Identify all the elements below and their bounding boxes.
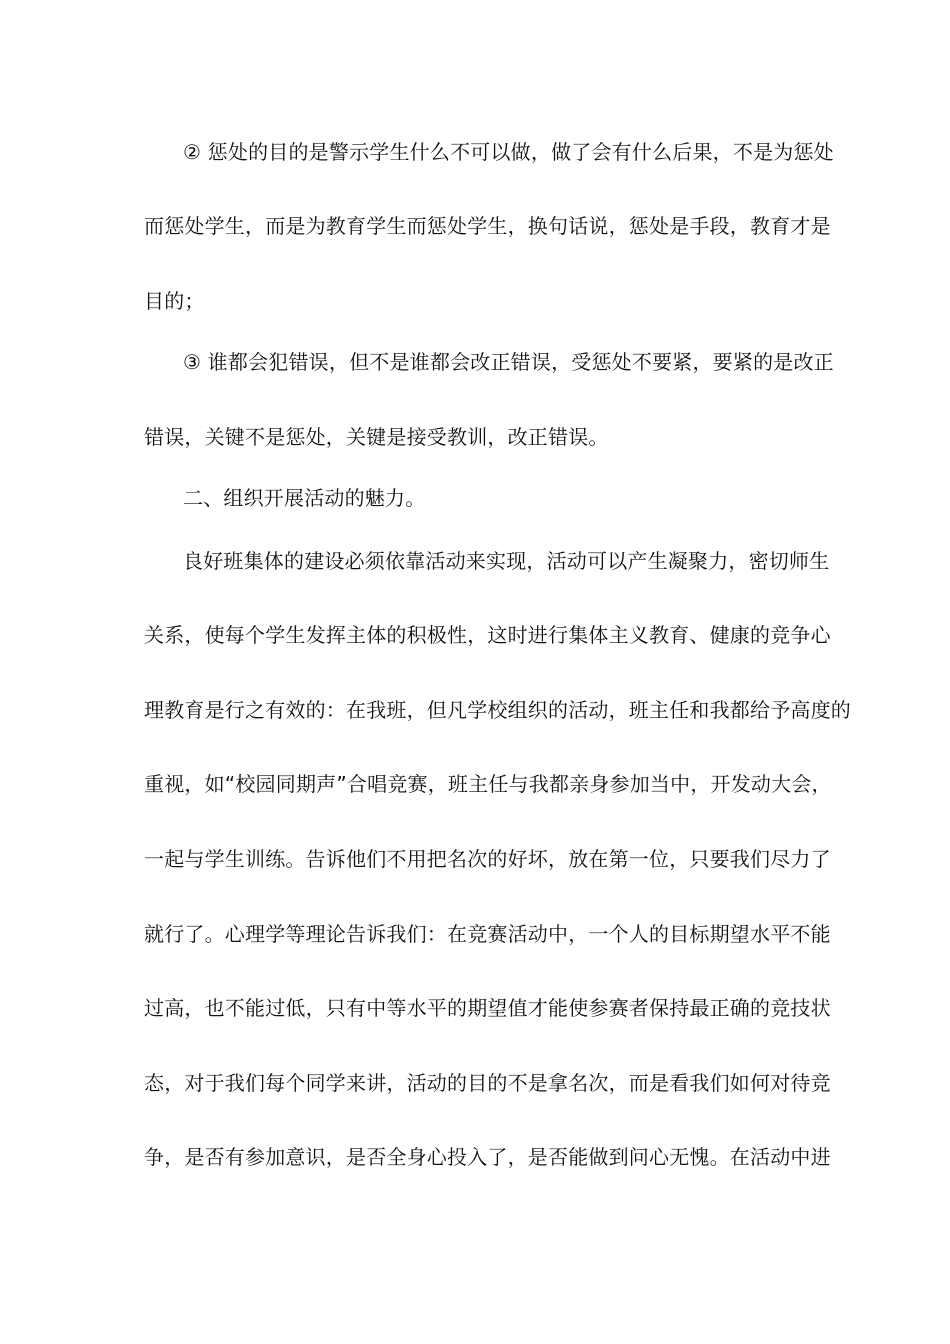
body-paragraph-line-5: 一起与学生训练。告诉他们不用把名次的好坏，放在第一位，只要我们尽力了	[144, 847, 831, 871]
body-paragraph-line-8: 态，对于我们每个同学来讲，活动的目的不是拿名次，而是看我们如何对待竞	[144, 1071, 831, 1095]
body-paragraph-line-3: 理教育是行之有效的：在我班，但凡学校组织的活动，班主任和我都给予高度的	[144, 698, 851, 722]
body-paragraph-line-2: 关系，使每个学生发挥主体的积极性，这时进行集体主义教育、健康的竞争心	[144, 623, 831, 647]
paragraph-3-line-1: ③ 谁都会犯错误，但不是谁都会改正错误，受惩处不要紧，要紧的是改正	[183, 350, 834, 374]
body-paragraph-line-1: 良好班集体的建设必须依靠活动来实现，活动可以产生凝聚力，密切师生	[183, 549, 830, 573]
paragraph-2-line-1: ② 惩处的目的是警示学生什么不可以做，做了会有什么后果，不是为惩处	[183, 140, 834, 164]
paragraph-2-line-2: 而惩处学生，而是为教育学生而惩处学生，换句话说，惩处是手段，教育才是	[144, 214, 831, 238]
body-paragraph-line-4: 重视，如“校园同期声”合唱竞赛，班主任与我都亲身参加当中，开发动大会，	[144, 772, 832, 796]
paragraph-2-line-3: 目的；	[144, 289, 205, 313]
body-paragraph-line-6: 就行了。心理学等理论告诉我们：在竞赛活动中，一个人的目标期望水平不能	[144, 922, 831, 946]
body-paragraph-line-9: 争，是否有参加意识，是否全身心投入了，是否能做到问心无愧。在活动中进	[144, 1145, 831, 1169]
section-heading: 二、组织开展活动的魅力。	[183, 486, 426, 510]
paragraph-3-line-2: 错误，关键不是惩处，关键是接受教训，改正错误。	[144, 425, 609, 449]
body-paragraph-line-7: 过高，也不能过低，只有中等水平的期望值才能使参赛者保持最正确的竞技状	[144, 996, 831, 1020]
